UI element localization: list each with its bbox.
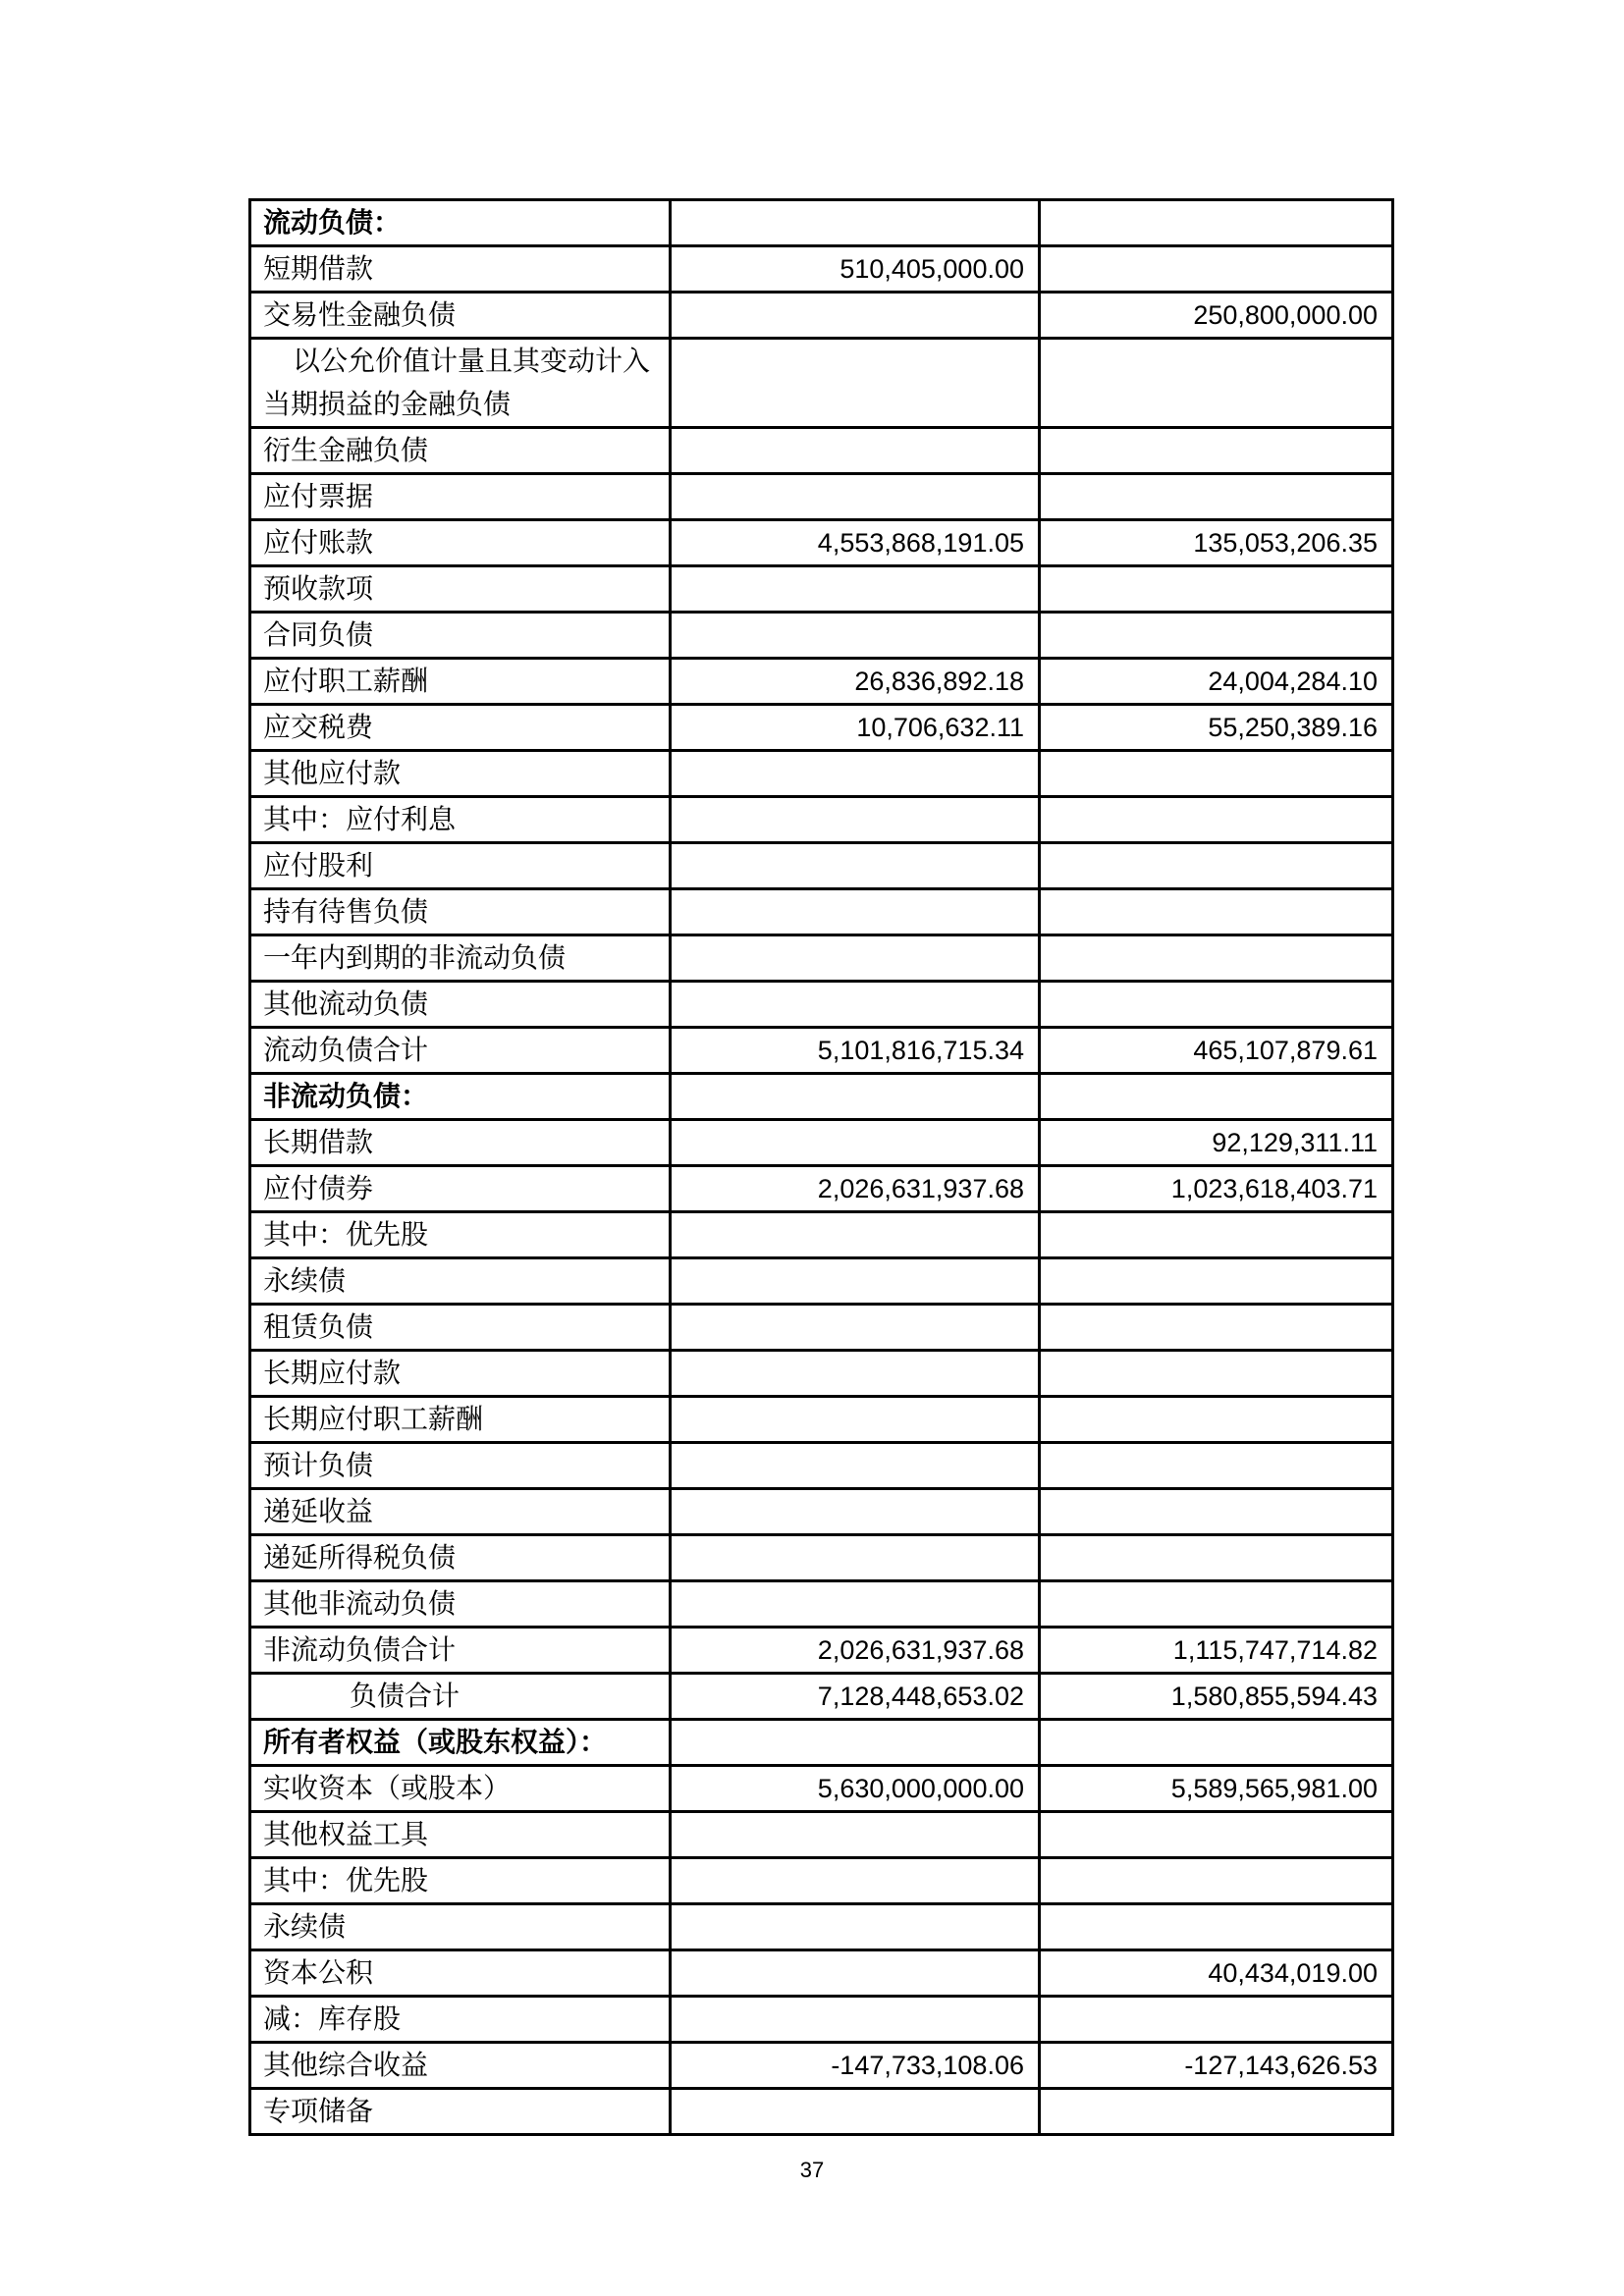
row-label: 专项储备 xyxy=(250,2089,671,2135)
table-row xyxy=(250,200,1393,246)
table-row xyxy=(250,935,1393,982)
value-cell-col1 xyxy=(671,751,1040,797)
table-row xyxy=(250,751,1393,797)
value-cell-col2 xyxy=(1040,2089,1393,2135)
row-label: 租赁负债 xyxy=(250,1305,671,1351)
row-label: 其他应付款 xyxy=(250,751,671,797)
row-label: 短期借款 xyxy=(250,246,671,293)
row-label: 其他非流动负债 xyxy=(250,1581,671,1628)
row-label: 应交税费 xyxy=(250,705,671,751)
value-cell-col2: -127,143,626.53 xyxy=(1040,2043,1393,2089)
value-cell-col2: 40,434,019.00 xyxy=(1040,1950,1393,1997)
table-row xyxy=(250,659,1393,705)
table-row xyxy=(250,1674,1393,1720)
value-cell-col1 xyxy=(671,1720,1040,1766)
value-cell-col2 xyxy=(1040,1443,1393,1489)
table-row xyxy=(250,1535,1393,1581)
row-label: 负债合计 xyxy=(250,1674,671,1720)
value-cell-col1: 2,026,631,937.68 xyxy=(671,1628,1040,1674)
value-cell-col1 xyxy=(671,1581,1040,1628)
table-row xyxy=(250,1858,1393,1904)
row-label: 永续债 xyxy=(250,1258,671,1305)
value-cell-col1 xyxy=(671,1812,1040,1858)
row-label: 其中：优先股 xyxy=(250,1212,671,1258)
value-cell-col1 xyxy=(671,1443,1040,1489)
row-label: 非流动负债合计 xyxy=(250,1628,671,1674)
row-label: 应付票据 xyxy=(250,474,671,520)
table-row xyxy=(250,246,1393,293)
value-cell-col2: 1,115,747,714.82 xyxy=(1040,1628,1393,1674)
row-label: 其他流动负债 xyxy=(250,982,671,1028)
table-row xyxy=(250,1628,1393,1674)
table-row xyxy=(250,1212,1393,1258)
value-cell-col2: 5,589,565,981.00 xyxy=(1040,1766,1393,1812)
value-cell-col2: 92,129,311.11 xyxy=(1040,1120,1393,1166)
value-cell-col1 xyxy=(671,1489,1040,1535)
row-label: 长期应付款 xyxy=(250,1351,671,1397)
row-label: 永续债 xyxy=(250,1904,671,1950)
value-cell-col2 xyxy=(1040,1258,1393,1305)
row-label: 应付职工薪酬 xyxy=(250,659,671,705)
value-cell-col2 xyxy=(1040,474,1393,520)
table-row xyxy=(250,1443,1393,1489)
value-cell-col2: 135,053,206.35 xyxy=(1040,520,1393,566)
table-row xyxy=(250,474,1393,520)
value-cell-col1 xyxy=(671,1858,1040,1904)
row-label: 资本公积 xyxy=(250,1950,671,1997)
value-cell-col1 xyxy=(671,613,1040,659)
table-row xyxy=(250,1489,1393,1535)
row-label: 其他综合收益 xyxy=(250,2043,671,2089)
value-cell-col1: 5,101,816,715.34 xyxy=(671,1028,1040,1074)
value-cell-col2: 24,004,284.10 xyxy=(1040,659,1393,705)
table-row xyxy=(250,705,1393,751)
value-cell-col2: 250,800,000.00 xyxy=(1040,293,1393,339)
section-heading: 所有者权益（或股东权益）： xyxy=(250,1720,671,1766)
value-cell-col1 xyxy=(671,1535,1040,1581)
table-row xyxy=(250,1166,1393,1212)
table-row xyxy=(250,293,1393,339)
value-cell-col1 xyxy=(671,293,1040,339)
balance-sheet-table xyxy=(248,198,1394,2136)
value-cell-col1: 5,630,000,000.00 xyxy=(671,1766,1040,1812)
value-cell-col1 xyxy=(671,935,1040,982)
value-cell-col2 xyxy=(1040,1997,1393,2043)
value-cell-col1 xyxy=(671,2089,1040,2135)
value-cell-col2: 465,107,879.61 xyxy=(1040,1028,1393,1074)
table-row xyxy=(250,1397,1393,1443)
value-cell-col2 xyxy=(1040,1535,1393,1581)
row-label: 预收款项 xyxy=(250,566,671,613)
table-row xyxy=(250,1720,1393,1766)
table-row xyxy=(250,1997,1393,2043)
row-label: 实收资本（或股本） xyxy=(250,1766,671,1812)
value-cell-col1 xyxy=(671,797,1040,843)
table-row xyxy=(250,613,1393,659)
table-row xyxy=(250,1812,1393,1858)
value-cell-col2 xyxy=(1040,200,1393,246)
row-label: 长期借款 xyxy=(250,1120,671,1166)
row-label: 流动负债合计 xyxy=(250,1028,671,1074)
table-row xyxy=(250,2089,1393,2135)
row-label: 预计负债 xyxy=(250,1443,671,1489)
value-cell-col2 xyxy=(1040,1351,1393,1397)
value-cell-col2 xyxy=(1040,1305,1393,1351)
row-label: 持有待售负债 xyxy=(250,889,671,935)
table-row xyxy=(250,1258,1393,1305)
value-cell-col1: 510,405,000.00 xyxy=(671,246,1040,293)
row-label: 一年内到期的非流动负债 xyxy=(250,935,671,982)
value-cell-col1 xyxy=(671,566,1040,613)
table-row xyxy=(250,1950,1393,1997)
table-row xyxy=(250,566,1393,613)
table-row xyxy=(250,1766,1393,1812)
table-row xyxy=(250,2043,1393,2089)
value-cell-col2 xyxy=(1040,1904,1393,1950)
value-cell-col1: 4,553,868,191.05 xyxy=(671,520,1040,566)
row-label: 应付账款 xyxy=(250,520,671,566)
table-row xyxy=(250,339,1393,428)
table-row xyxy=(250,1074,1393,1120)
value-cell-col2 xyxy=(1040,1581,1393,1628)
value-cell-col2 xyxy=(1040,1858,1393,1904)
value-cell-col2 xyxy=(1040,613,1393,659)
value-cell-col2 xyxy=(1040,843,1393,889)
row-label: 减：库存股 xyxy=(250,1997,671,2043)
row-label: 递延所得税负债 xyxy=(250,1535,671,1581)
value-cell-col2 xyxy=(1040,339,1393,428)
value-cell-col2 xyxy=(1040,751,1393,797)
row-label: 其中：优先股 xyxy=(250,1858,671,1904)
row-label: 其他权益工具 xyxy=(250,1812,671,1858)
value-cell-col1 xyxy=(671,1074,1040,1120)
table-row xyxy=(250,889,1393,935)
table-row xyxy=(250,843,1393,889)
value-cell-col1: 26,836,892.18 xyxy=(671,659,1040,705)
value-cell-col2 xyxy=(1040,428,1393,474)
value-cell-col2 xyxy=(1040,246,1393,293)
page-number: 37 xyxy=(799,2158,825,2182)
table-row xyxy=(250,1904,1393,1950)
row-label: 交易性金融负债 xyxy=(250,293,671,339)
value-cell-col1: 2,026,631,937.68 xyxy=(671,1166,1040,1212)
value-cell-col2: 1,580,855,594.43 xyxy=(1040,1674,1393,1720)
value-cell-col2 xyxy=(1040,889,1393,935)
value-cell-col2 xyxy=(1040,1397,1393,1443)
value-cell-col2 xyxy=(1040,566,1393,613)
balance-sheet-body xyxy=(250,200,1393,2135)
value-cell-col2 xyxy=(1040,935,1393,982)
value-cell-col2 xyxy=(1040,982,1393,1028)
value-cell-col1 xyxy=(671,1258,1040,1305)
value-cell-col1: 7,128,448,653.02 xyxy=(671,1674,1040,1720)
table-row xyxy=(250,797,1393,843)
value-cell-col1 xyxy=(671,889,1040,935)
row-label: 衍生金融负债 xyxy=(250,428,671,474)
value-cell-col1: -147,733,108.06 xyxy=(671,2043,1040,2089)
value-cell-col1 xyxy=(671,200,1040,246)
value-cell-col1 xyxy=(671,1305,1040,1351)
section-heading: 非流动负债： xyxy=(250,1074,671,1120)
table-row xyxy=(250,428,1393,474)
value-cell-col2 xyxy=(1040,1720,1393,1766)
value-cell-col1 xyxy=(671,1904,1040,1950)
value-cell-col1 xyxy=(671,1397,1040,1443)
value-cell-col1 xyxy=(671,1997,1040,2043)
table-row xyxy=(250,1305,1393,1351)
value-cell-col1 xyxy=(671,428,1040,474)
value-cell-col1 xyxy=(671,1120,1040,1166)
row-label: 应付股利 xyxy=(250,843,671,889)
value-cell-col2 xyxy=(1040,1489,1393,1535)
row-label: 以公允价值计量且其变动计入当期损益的金融负债 xyxy=(250,339,671,428)
row-label: 其中：应付利息 xyxy=(250,797,671,843)
row-label: 合同负债 xyxy=(250,613,671,659)
value-cell-col1 xyxy=(671,843,1040,889)
table-row xyxy=(250,1581,1393,1628)
value-cell-col1 xyxy=(671,982,1040,1028)
value-cell-col1 xyxy=(671,1950,1040,1997)
table-row xyxy=(250,982,1393,1028)
value-cell-col2 xyxy=(1040,1212,1393,1258)
value-cell-col2 xyxy=(1040,797,1393,843)
value-cell-col1 xyxy=(671,1351,1040,1397)
table-row xyxy=(250,1028,1393,1074)
table-row xyxy=(250,1120,1393,1166)
value-cell-col2 xyxy=(1040,1812,1393,1858)
row-label: 递延收益 xyxy=(250,1489,671,1535)
value-cell-col1 xyxy=(671,474,1040,520)
value-cell-col1 xyxy=(671,1212,1040,1258)
row-label: 应付债券 xyxy=(250,1166,671,1212)
value-cell-col2 xyxy=(1040,1074,1393,1120)
value-cell-col1: 10,706,632.11 xyxy=(671,705,1040,751)
section-heading: 流动负债： xyxy=(250,200,671,246)
value-cell-col2: 1,023,618,403.71 xyxy=(1040,1166,1393,1212)
row-label: 长期应付职工薪酬 xyxy=(250,1397,671,1443)
value-cell-col2: 55,250,389.16 xyxy=(1040,705,1393,751)
table-row xyxy=(250,1351,1393,1397)
table-row xyxy=(250,520,1393,566)
value-cell-col1 xyxy=(671,339,1040,428)
